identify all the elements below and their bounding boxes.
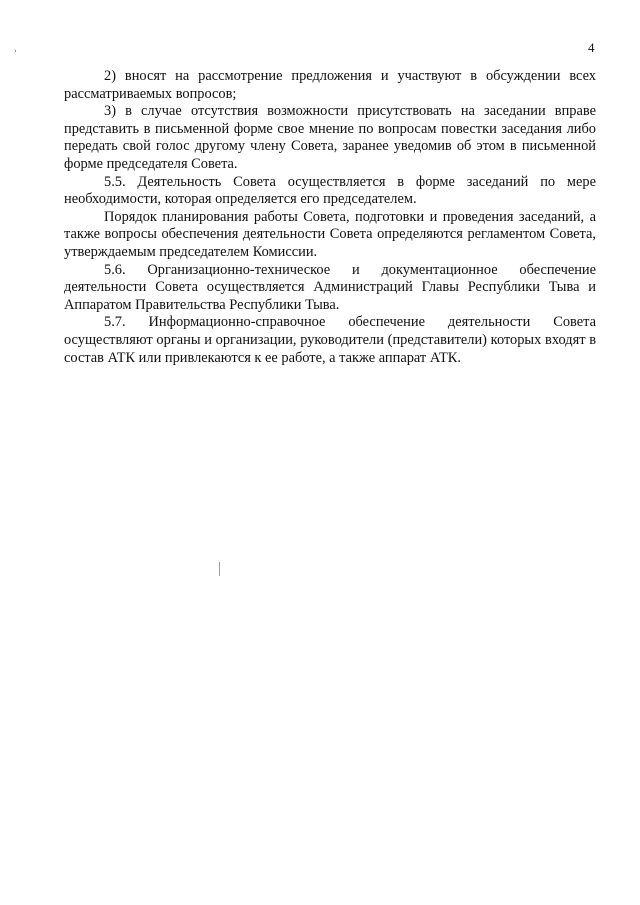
paragraph-section-5-7: 5.7. Информационно-справочное обеспечение деятельности Совета осуществляют органы и организации, руководители (представители) которых входят в состав АТК или привлекаются к ее работе, а также аппарат АТК. <box>64 314 596 366</box>
document-body <box>64 68 596 367</box>
paragraph-item-2: 2) вносят на рассмотрение предложения и участвуют в обсуждении всех рассматриваемых вопросов; <box>64 68 596 102</box>
scan-artifact-line <box>219 562 220 576</box>
paragraph-item-3: 3) в случае отсутствия возможности присутствовать на заседании вправе представить в письменной форме свое мнение по вопросам повестки заседания либо передать свой голос другому члену Совета, заранее уведомив об этом в письменной форме председателя Совета. <box>64 103 596 172</box>
paragraph-section-5-5: 5.5. Деятельность Совета осуществляется в форме заседаний по мере необходимости, которая определяется его председателем. <box>64 173 596 208</box>
paragraph-planning-order: Порядок планирования работы Совета, подготовки и проведения заседаний, а также вопросы обеспечения деятельности Совета определяются регламентом Совета, утверждаемым председателем Комиссии. <box>64 208 596 260</box>
scan-artifact-mark: › <box>14 46 17 55</box>
paragraph-section-5-6: 5.6. Организационно-техническое и документационное обеспечение деятельности Совета осуществляется Администраций Главы Республики Тыва и Аппаратом Правительства Республики Тыва. <box>64 261 596 313</box>
page-number: 4 <box>588 40 595 55</box>
